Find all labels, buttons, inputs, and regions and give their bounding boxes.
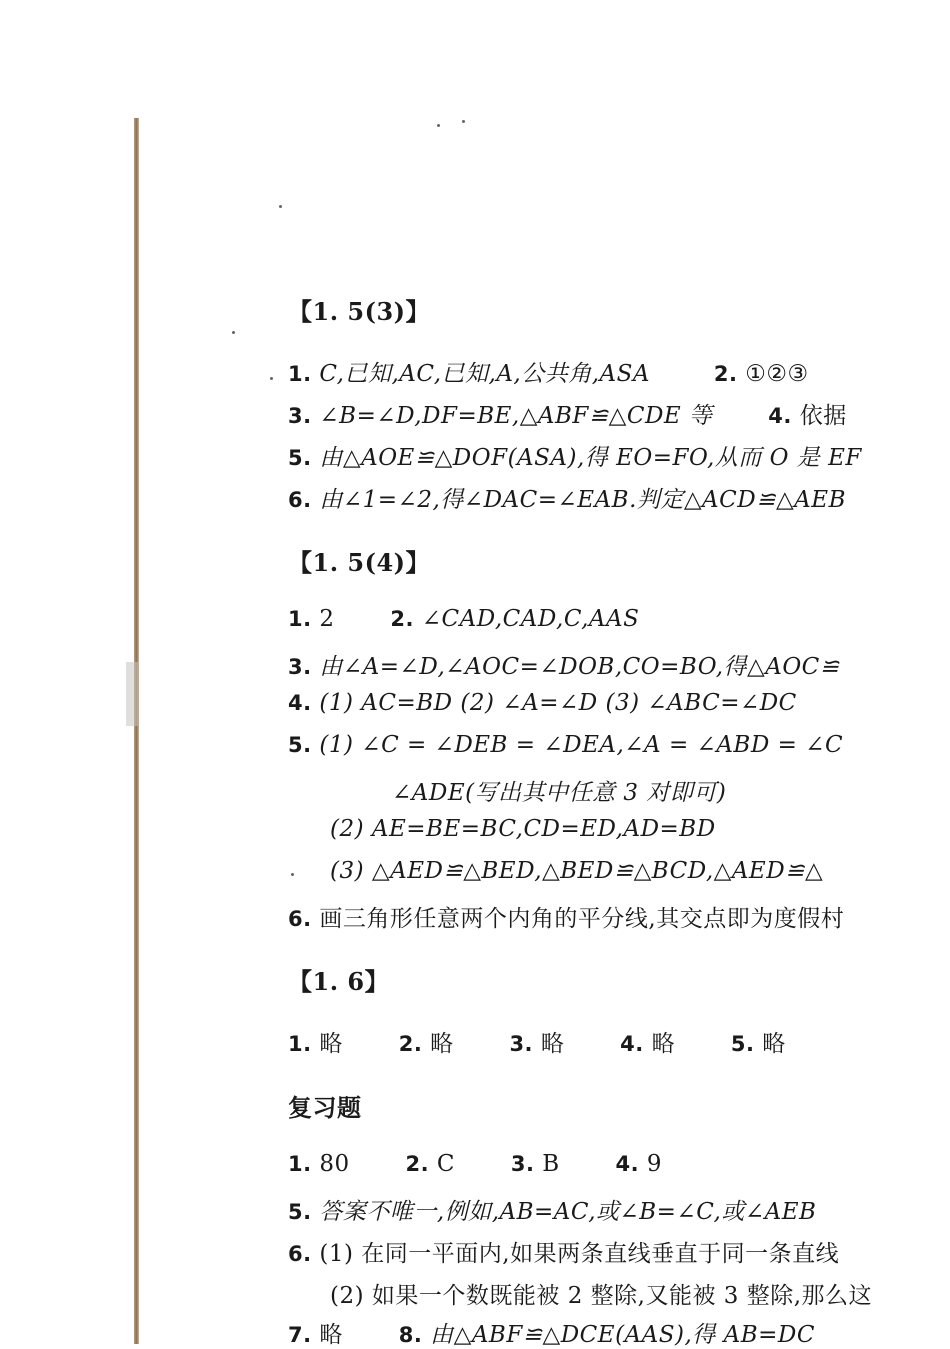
question-number: 2. (390, 607, 414, 631)
answer-line (288, 355, 809, 388)
answer-text: 答案不唯一,例如,AB=AC,或∠B=∠C,或∠AEB (319, 1199, 817, 1225)
question-number: 2. (713, 362, 738, 386)
answer-text: 画三角形任意两个内角的平分线,其交点即为度假村 (319, 906, 845, 932)
answer-line (288, 690, 797, 716)
scan-speck (462, 120, 465, 123)
question-number: 7. (288, 1323, 312, 1347)
answer-line (330, 816, 716, 842)
answer-text: 由△AOE≌△DOF(ASA),得 EO=FO,从而 O 是 EF (319, 445, 862, 471)
answer-text: 略 (762, 1031, 786, 1057)
question-number: 1. (288, 1032, 312, 1056)
section-heading-review: 复习题 (288, 1093, 362, 1122)
scan-speck (291, 873, 294, 876)
question-number: 3. (288, 404, 312, 428)
answer-text: 由△ABF≌△DCE(AAS),得 AB=DC (430, 1322, 815, 1348)
answer-text: (1) ∠C = ∠DEB = ∠DEA,∠A = ∠ABD = ∠C (319, 732, 844, 758)
question-number: 5. (288, 733, 312, 757)
section-heading-1-5-3: 【1. 5(3)】 (288, 297, 431, 326)
answer-text: 略 (540, 1031, 565, 1057)
answer-line (288, 481, 846, 514)
scan-smudge (126, 662, 138, 726)
answer-line (288, 1151, 662, 1177)
answer-text: 略 (651, 1031, 676, 1057)
book-spine-line (134, 118, 139, 1344)
answer-text: ①②③ (745, 361, 809, 387)
answer-text: 依据 (799, 403, 847, 429)
answer-line (288, 1235, 839, 1268)
question-number: 6. (288, 1242, 312, 1266)
question-number: 3. (288, 655, 312, 679)
question-number: 4. (768, 404, 792, 428)
answer-line (330, 858, 823, 884)
answer-text: 略 (430, 1031, 454, 1057)
question-number: 1. (288, 1152, 312, 1176)
answer-line (288, 439, 862, 472)
answer-text: (1) 在同一平面内,如果两条直线垂直于同一条直线 (319, 1241, 840, 1267)
answer-text: ∠B=∠D,DF=BE,△ABF≌△CDE 等 (319, 403, 713, 429)
answer-line (288, 732, 843, 758)
scan-speck (437, 124, 440, 127)
section-heading-1-5-4: 【1. 5(4)】 (288, 548, 431, 577)
scan-speck (232, 331, 235, 334)
answer-line (288, 648, 840, 681)
question-number: 5. (730, 1032, 755, 1056)
question-number: 6. (288, 907, 312, 931)
answer-text: 略 (319, 1322, 343, 1348)
answer-text: (2) AE=BE=BC,CD=ED,AD=BD (330, 816, 716, 842)
answer-text: B (542, 1151, 560, 1177)
answer-text: 由∠1=∠2,得∠DAC=∠EAB.判定△ACD≌△AEB (319, 487, 846, 513)
scan-speck (270, 377, 273, 380)
answer-line (392, 774, 726, 807)
question-number: 3. (509, 1032, 534, 1056)
question-number: 5. (288, 446, 312, 470)
answer-line (288, 1193, 816, 1226)
answer-text: C (436, 1151, 456, 1177)
answer-line (288, 606, 639, 632)
answer-text: (2) 如果一个数既能被 2 整除,又能被 3 整除,那么这 (330, 1283, 873, 1309)
answer-line (288, 1025, 786, 1058)
answer-line (288, 900, 844, 933)
question-number: 1. (288, 607, 312, 631)
question-number: 2. (398, 1032, 423, 1056)
question-number: 4. (620, 1032, 644, 1056)
question-number: 6. (288, 488, 312, 512)
answer-text: 略 (319, 1031, 343, 1057)
question-number: 2. (405, 1152, 430, 1176)
question-number: 1. (288, 362, 312, 386)
question-number: 4. (288, 691, 312, 715)
answer-text: C,已知,AC,已知,A,公共角,ASA (319, 361, 651, 387)
answer-text: ∠CAD,CAD,C,AAS (421, 606, 640, 632)
answer-text: 由∠A=∠D,∠AOC=∠DOB,CO=BO,得△AOC≌ (319, 654, 840, 680)
answer-line (288, 397, 847, 430)
answer-text: 80 (319, 1151, 350, 1177)
answer-text: 2 (319, 606, 335, 632)
answer-line (288, 1316, 815, 1349)
answer-line (330, 1277, 872, 1310)
question-number: 4. (615, 1152, 640, 1176)
scan-speck (279, 205, 282, 208)
question-number: 3. (510, 1152, 535, 1176)
answer-text: (3) △AED≌△BED,△BED≌△BCD,△AED≌△ (330, 858, 824, 884)
answer-text: 9 (646, 1151, 662, 1177)
section-heading-1-6: 【1. 6】 (288, 967, 390, 996)
question-number: 5. (288, 1200, 312, 1224)
answer-text: ∠ADE(写出其中任意 3 对即可) (392, 780, 727, 806)
question-number: 8. (398, 1323, 423, 1347)
answer-text: (1) AC=BD (2) ∠A=∠D (3) ∠ABC=∠DC (319, 690, 797, 716)
